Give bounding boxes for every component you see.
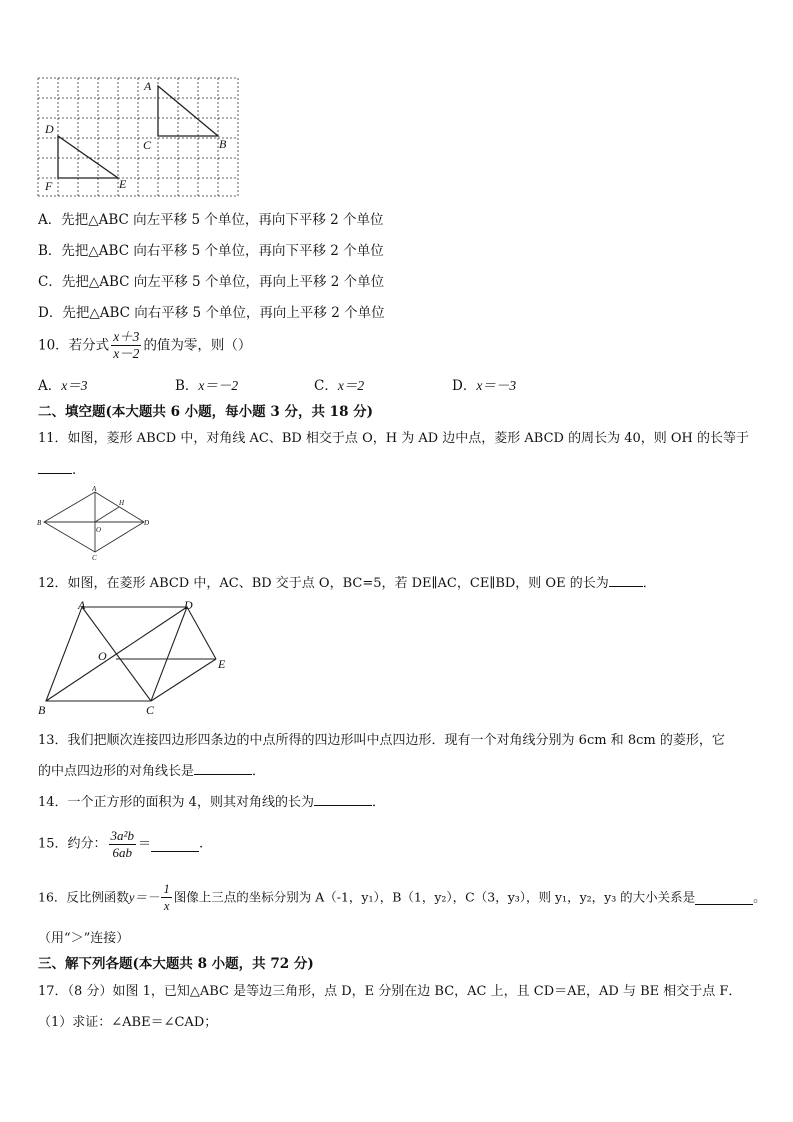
q14-text — [38, 791, 385, 810]
q9-option-d[interactable] — [38, 301, 385, 321]
q12-rhombus-figure — [34, 597, 240, 719]
q10-option-b[interactable] — [175, 374, 238, 394]
q14-stem: 14．一个正方形的面积为 4，则其对角线的长为 — [38, 795, 314, 810]
option-value: x＝2 — [337, 378, 365, 393]
label-h: H — [119, 499, 125, 507]
q10-prefix: 10．若分式 — [38, 337, 110, 354]
q11-text: 11．如图，菱形 ABCD 中，对角线 AC、BD 相交于点 O，H 为 AD 边中点，菱形 ABCD 的周长为 40，则 OH 的长等于 — [38, 431, 750, 446]
label-e: E — [218, 657, 226, 671]
option-text: 先把△ABC 向左平移 5 个单位，再向下平移 2 个单位 — [61, 212, 384, 228]
section-2-heading: 二、填空题(本大题共 6 小题，每小题 3 分，共 18 分) — [38, 404, 374, 420]
label-f: F — [45, 179, 53, 193]
q16-function-lhs: y＝－ — [128, 890, 160, 905]
answer-blank[interactable] — [151, 837, 199, 852]
label-b: B — [219, 137, 227, 151]
q13-line1: 13．我们把顺次连接四边形四条边的中点所得的四边形叫中点四边形．现有一个对角线分别为 6cm 和 8cm 的菱形，它 — [38, 733, 725, 748]
option-letter: D． — [452, 378, 477, 394]
label-a: A — [92, 486, 97, 493]
q15-fraction — [109, 828, 136, 861]
q16-text — [38, 881, 766, 914]
q17-line2: （1）求证：∠ABE＝∠CAD； — [38, 1015, 218, 1030]
option-letter: D． — [38, 305, 63, 321]
fraction-denominator: 6ab — [112, 845, 132, 860]
q9-option-a[interactable] — [38, 208, 384, 228]
option-text: 先把△ABC 向左平移 5 个单位，再向上平移 2 个单位 — [61, 274, 385, 290]
triangle-abc — [158, 86, 218, 136]
q15-prefix: 15．约分： — [38, 836, 107, 852]
q12-end: ． — [642, 576, 656, 591]
label-o: O — [96, 526, 102, 534]
label-d: D — [184, 598, 193, 612]
q16-fraction — [161, 881, 171, 914]
option-letter: B． — [175, 378, 199, 394]
q12-stem: 12．如图，在菱形 ABCD 中，AC、BD 交于点 O，BC=5，若 DE∥AC，CE∥BD，则 OE 的长为 — [38, 576, 609, 591]
option-text: 先把△ABC 向右平移 5 个单位，再向下平移 2 个单位 — [61, 243, 384, 259]
label-a: A — [78, 598, 86, 612]
q9-option-b[interactable] — [38, 239, 384, 259]
fraction-numerator: 1 — [163, 882, 170, 896]
label-d: D — [45, 122, 54, 136]
grid-figure — [36, 76, 241, 198]
label-a: A — [144, 79, 152, 93]
q16-prefix: 16．反比例函数 — [38, 889, 129, 905]
q15-end: . — [198, 836, 204, 852]
q14-end: ． — [371, 795, 385, 810]
label-c: C — [143, 138, 152, 152]
q10-fraction — [111, 329, 141, 362]
q11-answer-line — [38, 458, 86, 478]
q13-stem: 的中点四边形的对角线长是 — [38, 764, 195, 779]
fraction-numerator: 3a²b — [110, 828, 134, 843]
q10-option-d[interactable] — [452, 374, 516, 394]
answer-blank[interactable] — [194, 760, 252, 775]
label-c: C — [92, 554, 97, 562]
q11-rhombus-figure — [36, 486, 151, 562]
q13-line2 — [38, 760, 265, 779]
q16-end: 。 — [753, 889, 766, 905]
option-letter: A． — [38, 212, 62, 228]
answer-blank[interactable] — [314, 791, 372, 806]
q16-line2: （用“＞”连接） — [38, 931, 130, 946]
label-c: C — [146, 703, 155, 717]
option-letter: A． — [38, 378, 62, 394]
section-3-heading: 三、解下列各题(本大题共 8 小题，共 72 分) — [38, 956, 314, 972]
label-e: E — [119, 177, 127, 191]
fraction-numerator: x＋3 — [113, 329, 140, 344]
q10-stem — [38, 329, 251, 362]
answer-blank[interactable] — [38, 459, 72, 474]
q10-option-c[interactable] — [314, 374, 364, 394]
label-b: B — [37, 519, 42, 527]
answer-blank[interactable] — [609, 572, 643, 587]
q15-equals: ＝ — [137, 836, 151, 852]
q17-line1: 17．（8 分）如图 1，已知△ABC 是等边三角形，点 D，E 分别在边 BC，AC 上，且 CD＝AE，AD 与 BE 相交于点 F． — [38, 984, 742, 999]
q13-end: ． — [252, 764, 266, 779]
label-d: D — [144, 519, 150, 527]
option-value: x＝3 — [61, 378, 88, 393]
fraction-denominator: x — [163, 899, 170, 913]
q16-stem: 图像上三点的坐标分别为 A（-1，y₁），B（1，y₂），C（3，y₃），则 y₁，y₂，y₃ 的大小关系是 — [173, 889, 696, 905]
triangle-def — [58, 136, 118, 178]
q15-text — [38, 828, 203, 861]
q11-end: ． — [72, 462, 86, 478]
fraction-denominator: x－2 — [113, 346, 140, 361]
label-o: O — [98, 649, 107, 663]
option-text: 先把△ABC 向右平移 5 个单位，再向上平移 2 个单位 — [62, 305, 385, 321]
q10-option-a[interactable] — [38, 374, 88, 394]
answer-blank[interactable] — [695, 890, 753, 905]
option-letter: C． — [38, 274, 62, 290]
q12-text — [38, 572, 656, 591]
option-value: x＝－2 — [198, 378, 239, 393]
q10-suffix: 的值为零，则（） — [143, 337, 252, 354]
option-letter: C． — [314, 378, 338, 394]
q9-option-c[interactable] — [38, 270, 384, 290]
label-b: B — [38, 703, 46, 717]
option-value: x＝－3 — [476, 378, 517, 393]
option-letter: B． — [38, 243, 62, 259]
